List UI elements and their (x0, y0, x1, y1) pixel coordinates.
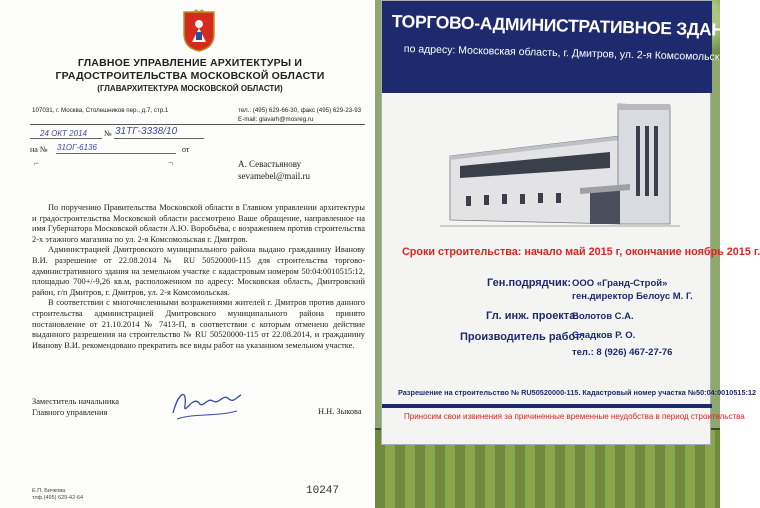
org-address: 107031, г. Москва, Столешников пер., д.7, стр.1 (32, 107, 169, 114)
reg-no: 31ТГ-3338/10 (115, 126, 178, 137)
permit-info: Разрешение на строительство № RU50520000-115. Кадастровый номер участка №50:04:0010515:12 (398, 388, 757, 397)
apology-note: Приносим свои извинения за причиненные временные неудобства в период строительства (404, 412, 745, 421)
contractor-label: Ген.подрядчик: (487, 277, 571, 289)
handwritten-signature (165, 383, 245, 425)
works-phone: тел.: 8 (926) 467-27-76 (572, 347, 673, 358)
paragraph-1: По поручению Правительства Московской области в Главном управлении архитектуры и градостроительства Московской области рассмотрено Ваше обращение, направленное на имя Губернатора Московской области А.Ю. Воробьёва, с возражением против строительства 2-х этажного магазина по ул. 2-я Комсомольская г. Дмитров. (32, 203, 365, 244)
ref-from-label: от (182, 145, 190, 154)
recipient-email: sevamebel@mail.ru (238, 171, 311, 181)
stamp-number: 10247 (306, 485, 340, 497)
letter-body (32, 203, 365, 351)
construction-terms: Сроки строительства: начало май 2015 г, окончание ноябрь 2015 г. (402, 246, 760, 258)
org-contacts (238, 107, 361, 124)
signer-name: Н.Н. Зыкова (318, 407, 362, 416)
org-line-1: ГЛАВНОЕ УПРАВЛЕНИЕ АРХИТЕКТУРЫ И (77, 57, 303, 69)
works-label: Производитель работ: (460, 331, 584, 343)
construction-sign-photo (375, 0, 760, 508)
org-email: E-mail: glavarh@mosreg.ru (238, 115, 314, 123)
recipient-name: А. Севастьянову (238, 159, 302, 169)
moscow-oblast-coat-of-arms-icon (182, 10, 216, 52)
sign-title: ТОРГОВО-АДМИНИСТРАТИВНОЕ ЗДАНИЕ (391, 11, 748, 41)
org-phone: тел.: (495) 629-66-30, факс (495) 629-23-93 (238, 107, 362, 114)
sign-address: по адресу: Московская область, г. Дмитров, ул. 2-я Комсомольская (403, 43, 732, 64)
corner-mark-right: ¬ (168, 158, 174, 168)
letter-date: 24 ОКТ 2014 (40, 129, 87, 138)
date-underline (30, 138, 102, 139)
organization-name (20, 57, 360, 83)
works-value: Сладков Р. О. (572, 330, 636, 341)
org-abbreviation: (ГЛАВАРХИТЕКТУРА МОСКОВСКОЙ ОБЛАСТИ) (97, 84, 283, 93)
executor-phone: тлф.(495) 629-42-64 (32, 495, 84, 501)
sig-title-line-2: Главного управления (32, 407, 108, 417)
reg-no-underline (114, 138, 204, 139)
engineer-label: Гл. инж. проекта: (486, 310, 579, 322)
reg-no-label: № (104, 129, 112, 138)
header-divider (30, 124, 365, 125)
recipient-block (238, 158, 310, 182)
director-value: ген.директор Белоус М. Г. (572, 291, 693, 302)
paragraph-3: В соответствии с многочисленными возражениями жителей г. Дмитров против данного строительства администрацией Дмитровского муниципального района принято постановление от 21.10.2014 № 7413-П, в соответствии с которым отменено действие выданного разрешения на строительство № RU 50520000-115 от 22.08.2014, и гражданину Иванову В.И. рекомендовано прекратить все виды работ на указанном земельном участке. (32, 298, 365, 350)
contractor-value: ООО «Гранд-Строй» (572, 278, 668, 289)
sig-title-line-1: Заместитель начальника (32, 397, 119, 406)
engineer-value: Болотов С.А. (572, 311, 634, 322)
ref-no: 31ОГ-6136 (57, 143, 97, 152)
ref-no-underline (56, 153, 176, 154)
executor-info (32, 488, 83, 502)
signatory-title (32, 397, 119, 418)
ref-no-label: на № (30, 145, 48, 154)
executor-name: Е.П. Бичкова (32, 488, 66, 494)
construction-sign (381, 0, 760, 445)
official-letter (0, 0, 375, 508)
org-line-2: ГРАДОСТРОИТЕЛЬСТВА МОСКОВСКОЙ ОБЛАСТИ (55, 70, 325, 82)
corner-mark-left: ⌐ (34, 158, 40, 168)
paragraph-2: Администрацией Дмитровского муниципального района выдано гражданину Иванову В.И. разрешение от 22.08.2014 № RU 50520000-115 для строительства торгово-административного здания на земельном участке с кадастровым номером 50:04:0010515:12, площадью 700+/-9,26 кв.м, расположенном по адресу: Московская область, Дмитровский район, г/п Дмитров, г. Дмитров, ул. 2-я Комсомольская. (32, 245, 365, 297)
building-rendering-icon (440, 96, 680, 236)
sign-divider-bar (382, 404, 712, 408)
